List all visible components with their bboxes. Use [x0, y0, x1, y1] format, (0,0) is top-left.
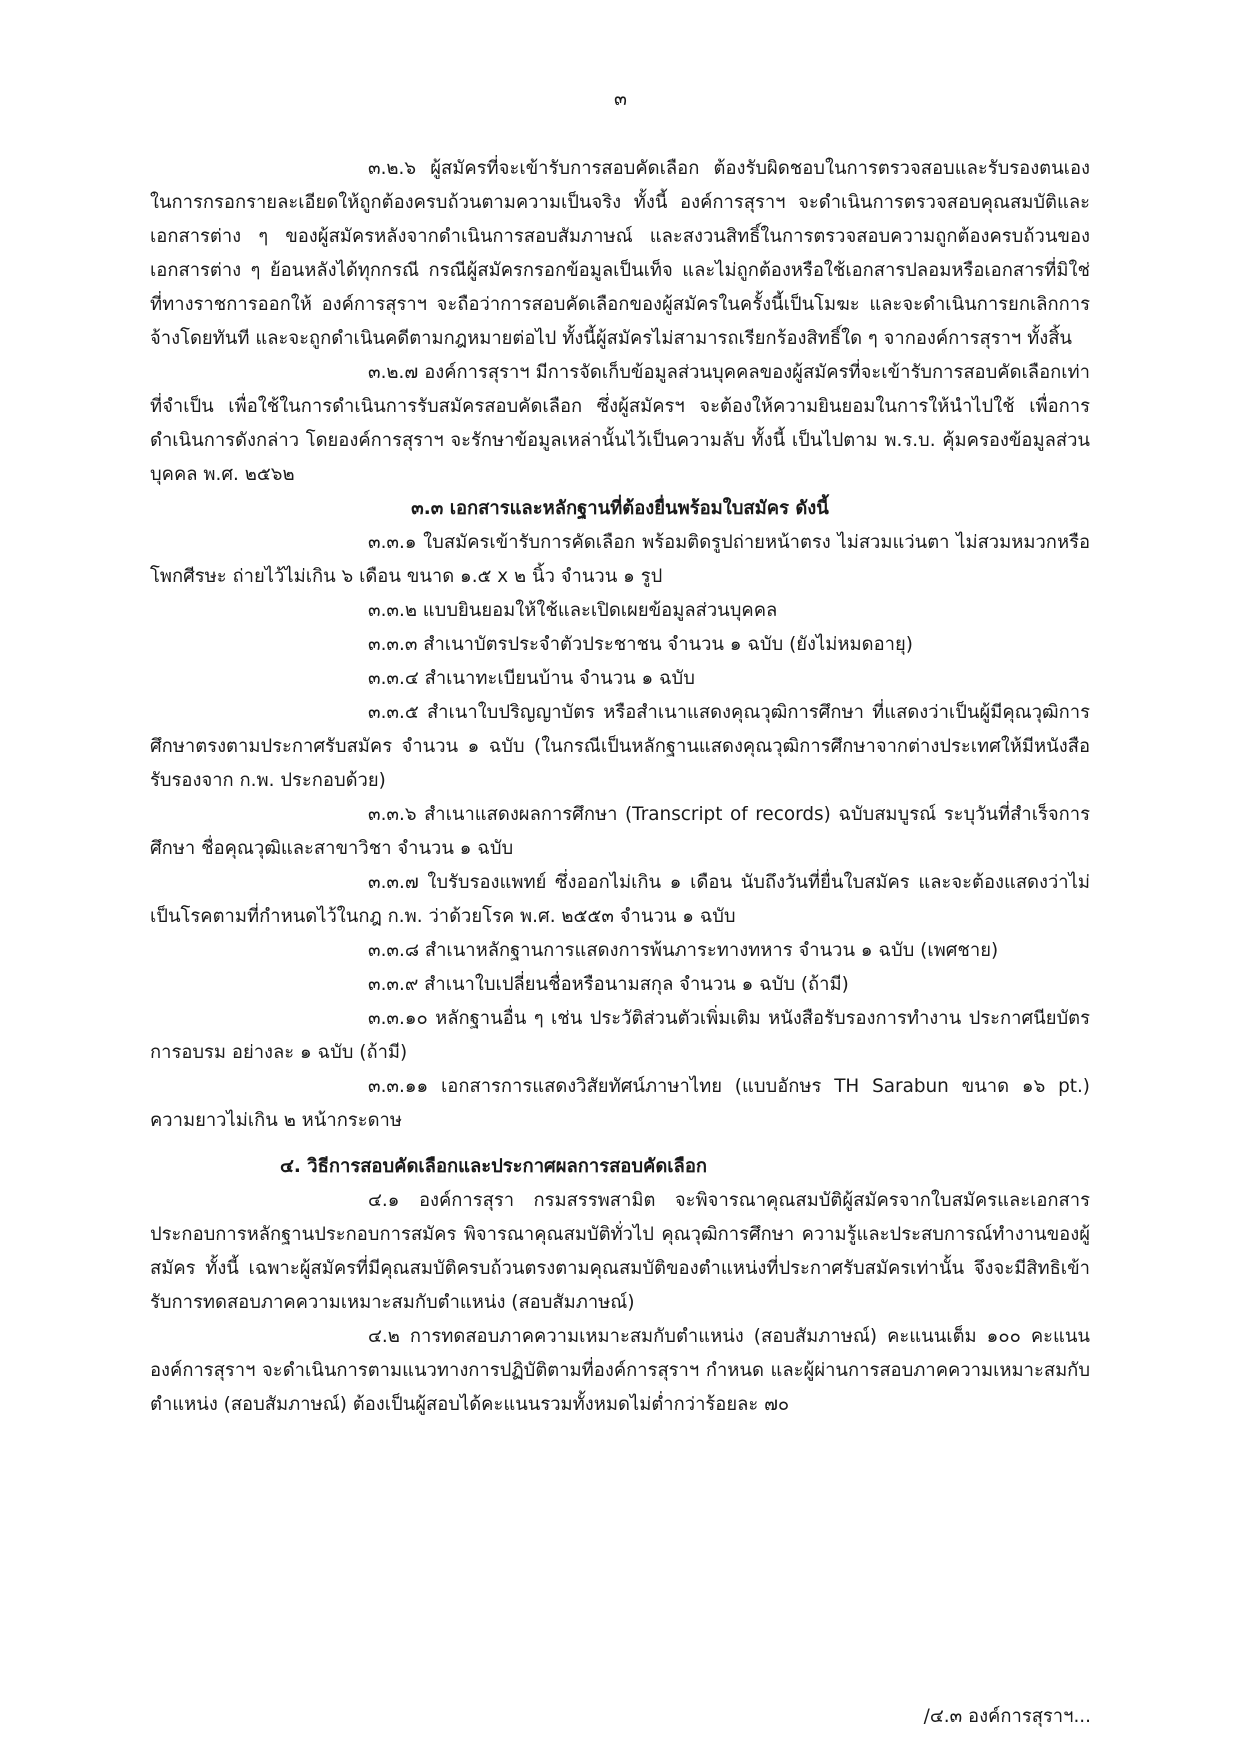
list-item: ๓.๓.๓ สำเนาบัตรประจำตัวประชาชน จำนวน ๑ ฉบับ (ยังไม่หมดอายุ)	[368, 634, 913, 655]
list-item: ๓.๓.๒ แบบยินยอมให้ใช้และเปิดเผยข้อมูลส่วนบุคคล	[368, 600, 778, 621]
list-item: ๓.๓.๑๑ เอกสารการแสดงวิสัยทัศน์ภาษาไทย (แบบอักษร TH Sarabun ขนาด ๑๖ pt.) ความยาวไม่เกิน ๒ หน้ากระดาษ	[150, 1076, 1090, 1131]
page-number: ๓	[614, 88, 627, 110]
paragraph-3-2-6: ๓.๒.๖ ผู้สมัครที่จะเข้ารับการสอบคัดเลือก ต้องรับผิดชอบในการตรวจสอบและรับรองตนเองในการกรอกรายละเอียดให้ถูกต้องครบถ้วนตามความเป็นจริง ทั้งนี้ องค์การสุราฯ จะดำเนินการตรวจสอบคุณสมบัติและเอกสารต่าง ๆ ของผู้สมัครหลังจากดำเนินการสอบสัมภาษณ์ และสงวนสิทธิ์ในการตรวจสอบความถูกต้องครบถ้วนของเอกสารต่าง ๆ ย้อนหลังได้ทุกกรณี กรณีผู้สมัครกรอกข้อมูลเป็นเท็จ และไม่ถูกต้องหรือใช้เอกสารปลอมหรือเอกสารที่มิใช่ที่ทางราชการออกให้ องค์การสุราฯ จะถือว่าการสอบคัดเลือกของผู้สมัครในครั้งนี้เป็นโมฆะ และจะดำเนินการยกเลิกการจ้างโดยทันที และจะถูกดำเนินคดีตามกฎหมายต่อไป ทั้งนี้ผู้สมัครไม่สามารถเรียกร้องสิทธิ์ใด ๆ จากองค์การสุราฯ ทั้งสิ้น	[150, 158, 1090, 349]
list-item: ๓.๓.๑ ใบสมัครเข้ารับการคัดเลือก พร้อมติดรูปถ่ายหน้าตรง ไม่สวมแว่นตา ไม่สวมหมวกหรือโพกศีรษะ ถ่ายไว้ไม่เกิน ๖ เดือน ขนาด ๑.๕ x ๒ นิ้ว จำนวน ๑ รูป	[150, 532, 1090, 587]
paragraph-4-2: ๔.๒ การทดสอบภาคความเหมาะสมกับตำแหน่ง (สอบสัมภาษณ์) คะแนนเต็ม ๑๐๐ คะแนน องค์การสุราฯ จะดำเนินการตามแนวทางการปฏิบัติตามที่องค์การสุราฯ กำหนด และผู้ผ่านการสอบภาคความเหมาะสมกับตำแหน่ง (สอบสัมภาษณ์) ต้องเป็นผู้สอบได้คะแนนรวมทั้งหมดไม่ต่ำกว่าร้อยละ ๗๐	[150, 1326, 1090, 1415]
list-item: ๓.๓.๙ สำเนาใบเปลี่ยนชื่อหรือนามสกุล จำนวน ๑ ฉบับ (ถ้ามี)	[368, 974, 849, 995]
paragraph-4-1: ๔.๑ องค์การสุรา กรมสรรพสามิต จะพิจารณาคุณสมบัติผู้สมัครจากใบสมัครและเอกสารประกอบการหลักฐานประกอบการสมัคร พิจารณาคุณสมบัติทั่วไป คุณวุฒิการศึกษา ความรู้และประสบการณ์ทำงานของผู้สมัคร ทั้งนี้ เฉพาะผู้สมัครที่มีคุณสมบัติครบถ้วนตรงตามคุณสมบัติของตำแหน่งที่ประกาศรับสมัครเท่านั้น จึงจะมีสิทธิเข้ารับการทดสอบภาคความเหมาะสมกับตำแหน่ง (สอบสัมภาษณ์)	[150, 1190, 1090, 1313]
list-item: ๓.๓.๖ สำเนาแสดงผลการศึกษา (Transcript of records) ฉบับสมบูรณ์ ระบุวันที่สำเร็จการศึกษา ชื่อคุณวุฒิและสาขาวิชา จำนวน ๑ ฉบับ	[150, 804, 1090, 859]
list-item: ๓.๓.๑๐ หลักฐานอื่น ๆ เช่น ประวัติส่วนตัวเพิ่มเติม หนังสือรับรองการทำงาน ประกาศนียบัตรการอบรม อย่างละ ๑ ฉบับ (ถ้ามี)	[150, 1008, 1090, 1063]
section-4-heading: ๔. วิธีการสอบคัดเลือกและประกาศผลการสอบคัดเลือก	[280, 1156, 707, 1177]
section-3-3-heading: ๓.๓ เอกสารและหลักฐานที่ต้องยื่นพร้อมใบสมัคร ดังนี้	[411, 498, 829, 519]
list-item: ๓.๓.๕ สำเนาใบปริญญาบัตร หรือสำเนาแสดงคุณวุฒิการศึกษา ที่แสดงว่าเป็นผู้มีคุณวุฒิการศึกษาตรงตามประกาศรับสมัคร จำนวน ๑ ฉบับ (ในกรณีเป็นหลักฐานแสดงคุณวุฒิการศึกษาจากต่างประเทศให้มีหนังสือรับรองจาก ก.พ. ประกอบด้วย)	[150, 702, 1090, 791]
document-body	[150, 152, 1090, 1422]
paragraph-3-2-7: ๓.๒.๗ องค์การสุราฯ มีการจัดเก็บข้อมูลส่วนบุคคลของผู้สมัครที่จะเข้ารับการสอบคัดเลือกเท่าที่จำเป็น เพื่อใช้ในการดำเนินการรับสมัครสอบคัดเลือก ซึ่งผู้สมัครฯ จะต้องให้ความยินยอมในการให้นำไปใช้ เพื่อการดำเนินการดังกล่าว โดยองค์การสุราฯ จะรักษาข้อมูลเหล่านั้นไว้เป็นความลับ ทั้งนี้ เป็นไปตาม พ.ร.บ. คุ้มครองข้อมูลส่วนบุคคล พ.ศ. ๒๕๖๒	[150, 362, 1090, 485]
list-item: ๓.๓.๘ สำเนาหลักฐานการแสดงการพ้นภาระทางทหาร จำนวน ๑ ฉบับ (เพศชาย)	[368, 940, 999, 961]
continuation-reference: /๔.๓ องค์การสุราฯ...	[923, 1706, 1091, 1727]
list-item: ๓.๓.๔ สำเนาทะเบียนบ้าน จำนวน ๑ ฉบับ	[368, 668, 695, 689]
list-item: ๓.๓.๗ ใบรับรองแพทย์ ซึ่งออกไม่เกิน ๑ เดือน นับถึงวันที่ยื่นใบสมัคร และจะต้องแสดงว่าไม่เป็นโรคตามที่กำหนดไว้ในกฎ ก.พ. ว่าด้วยโรค พ.ศ. ๒๕๕๓ จำนวน ๑ ฉบับ	[150, 872, 1090, 927]
